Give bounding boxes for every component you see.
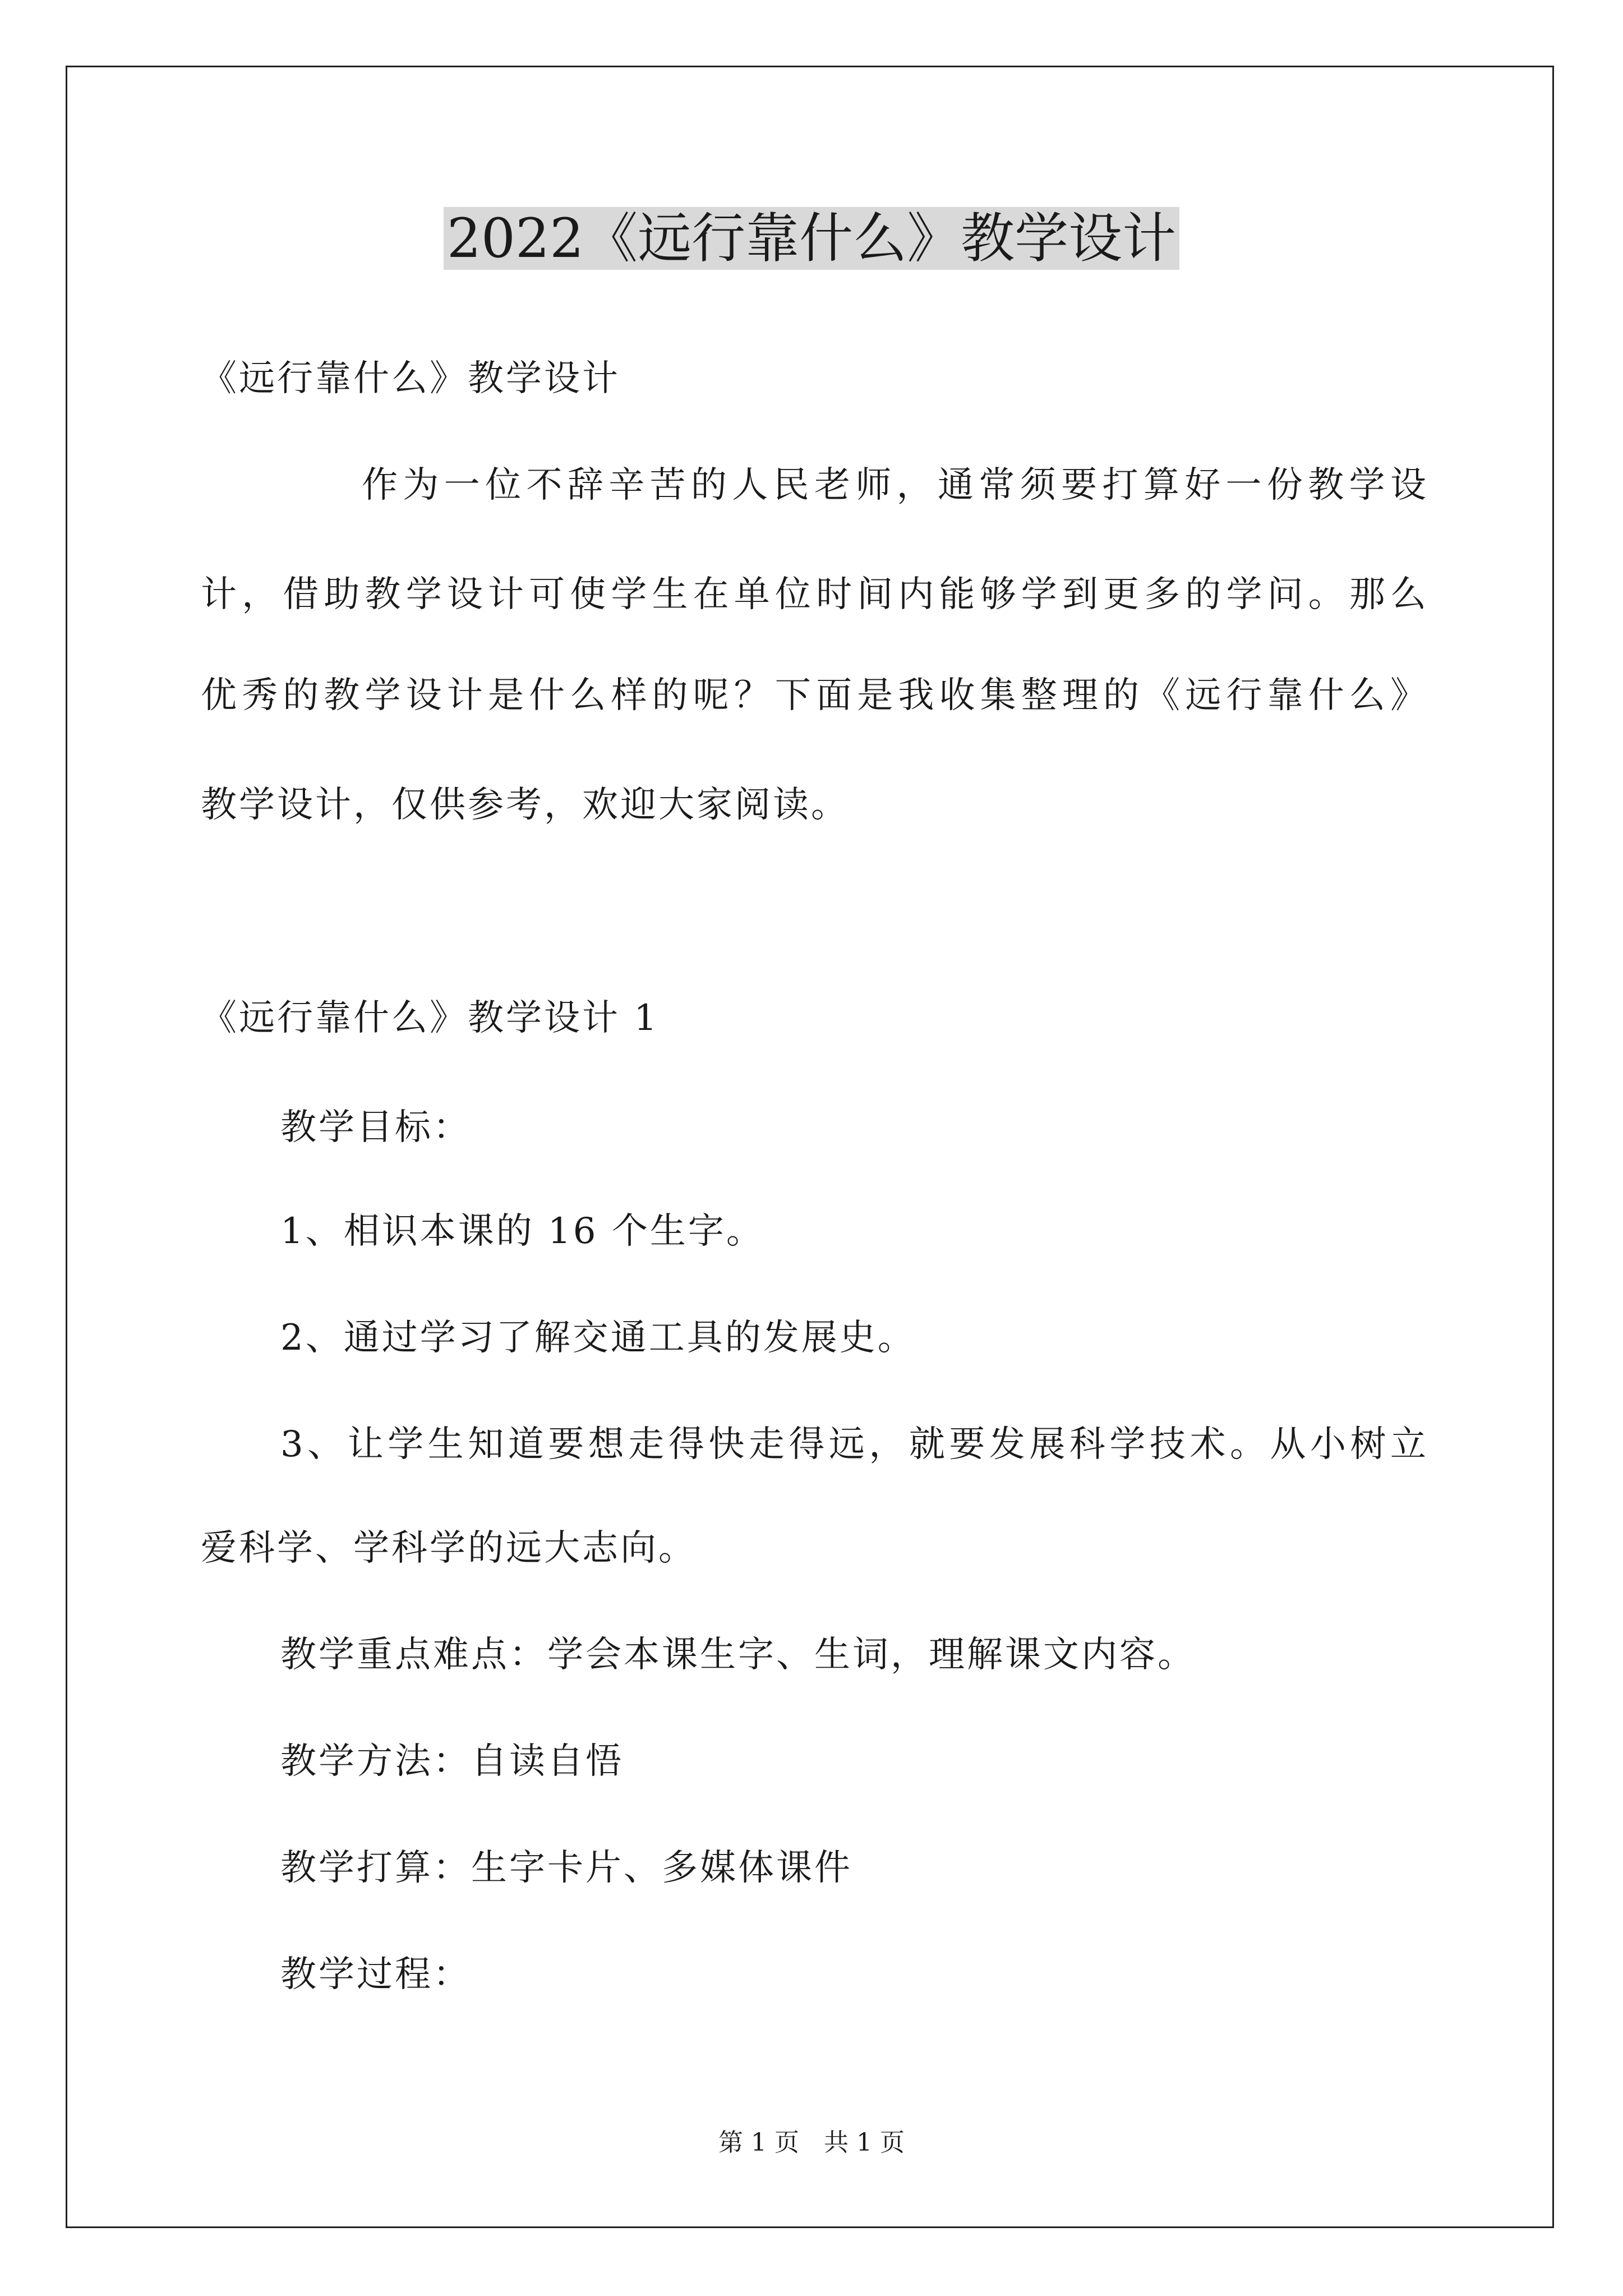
goal-2: 2、通过学习了解交通工具的发展史。 <box>280 1317 916 1359</box>
intro-line-2: 计，借助教学设计可使学生在单位时间内能够学到更多的学问。那么 <box>201 574 1426 615</box>
goal-3-line-2: 爱科学、学科学的远大志向。 <box>201 1527 697 1569</box>
section-heading: 《远行靠什么》教学设计 1 <box>201 997 660 1039</box>
document-title <box>0 199 1623 278</box>
teaching-preparation: 教学打算：生字卡片、多媒体课件 <box>280 1847 852 1889</box>
document-subtitle: 《远行靠什么》教学设计 <box>201 358 620 399</box>
page-footer: 第 1 页 共 1 页 <box>718 2128 905 2157</box>
goals-label: 教学目标： <box>280 1107 471 1148</box>
key-points: 教学重点难点：学会本课生字、生词，理解课文内容。 <box>280 1634 1196 1676</box>
process-label: 教学过程： <box>280 1954 471 1995</box>
document-title-text: 2022《远行靠什么》教学设计 <box>444 207 1179 270</box>
teaching-method: 教学方法：自读自悟 <box>280 1741 624 1782</box>
goal-1: 1、相识本课的 16 个生字。 <box>280 1211 764 1252</box>
goal-3-line-1: 3、让学生知道要想走得快走得远，就要发展科学技术。从小树立 <box>280 1424 1426 1465</box>
intro-line-3: 优秀的教学设计是什么样的呢？下面是我收集整理的《远行靠什么》 <box>201 675 1426 716</box>
intro-line-4: 教学设计，仅供参考，欢迎大家阅读。 <box>201 784 849 826</box>
intro-line-1: 作为一位不辞辛苦的人民老师，通常须要打算好一份教学设 <box>362 464 1426 506</box>
